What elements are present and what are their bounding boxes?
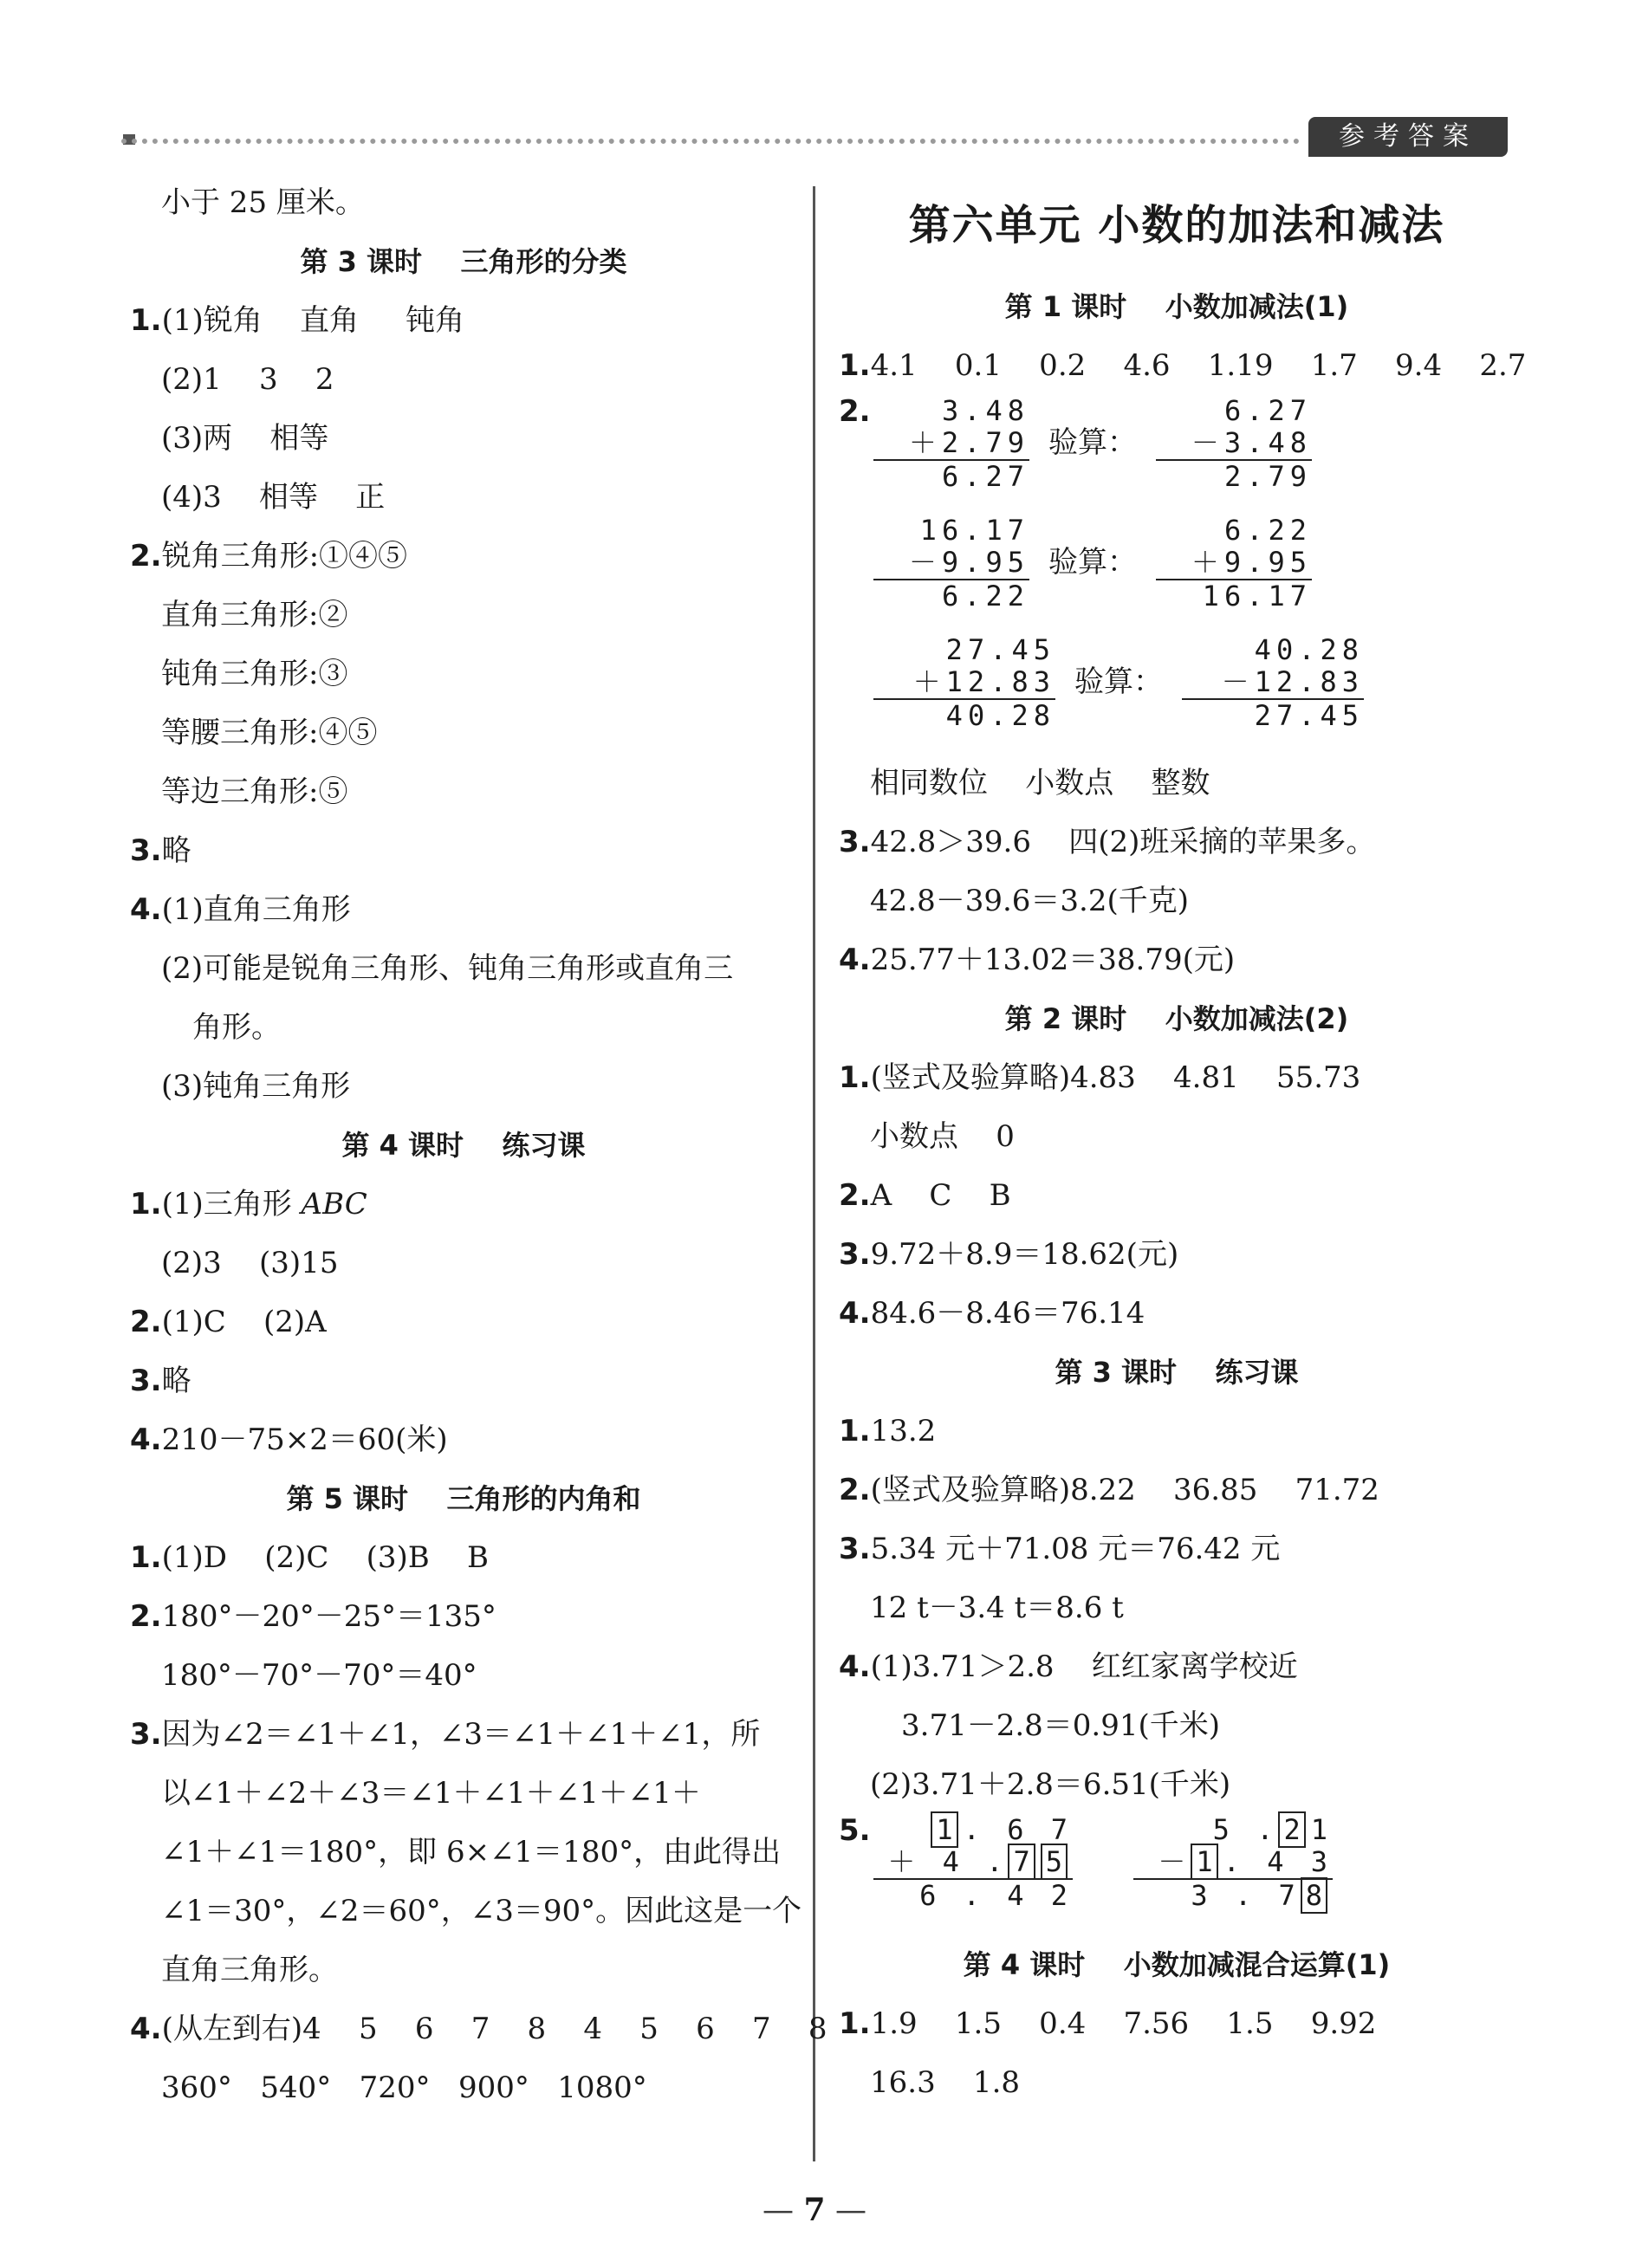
answer-line [839,1637,1515,1696]
vertical-calculation [873,395,1029,493]
calc-result [1133,1880,1333,1912]
lesson-heading: 第 1 课时 小数加减法(1) [1004,290,1349,323]
answer-line [130,1705,797,1764]
calc-top: 6.22 [1223,514,1312,547]
answer-line: (2)1 3 2 [161,362,334,397]
calc-top [873,1814,1073,1846]
question-number: 1. [130,303,162,338]
calc-top: 16.17 [919,514,1029,547]
question-number: 4. [839,1296,871,1331]
calc-operand: －3.48 [1156,427,1312,461]
fill-in-digits-row [839,1814,1515,1935]
answer-line [130,291,797,350]
answer-line: 小数点 0 [870,1119,1015,1154]
answer-text: 42.8＞39.6 四(2)班采摘的苹果多。 [870,825,1376,859]
answer-line [839,1284,1515,1343]
answer-text: (竖式及验算略)8.22 36.85 71.72 [870,1473,1379,1507]
check-label: 验算： [1048,545,1137,580]
lesson-heading: 第 2 课时 小数加减法(2) [1004,1002,1349,1035]
answer-line: 直角三角形。 [161,1953,338,1987]
answer-line [130,1587,797,1646]
calc-text: － [1158,1845,1191,1878]
question-number: 4. [130,2012,162,2046]
vertical-calculation [873,515,1029,612]
answer-line: 以∠1＋∠2＋∠3＝∠1＋∠1＋∠1＋∠1＋ [161,1776,701,1811]
calc-result: 6 . 4 2 [919,1879,1073,1912]
calc-text: . 6 7 [963,1813,1073,1846]
question-number: 1. [130,1540,162,1575]
check-calculation [1156,395,1312,493]
calc-operand: －12.83 [1182,666,1364,700]
calc-operand: －9.95 [873,547,1029,580]
question-number: 1. [839,348,871,383]
calc-operand: ＋2.79 [873,427,1029,461]
calc-text: 5 . [1212,1813,1279,1846]
calc-result: 27.45 [1254,699,1364,732]
answer-text: (1)三角形 [161,1187,302,1221]
answer-text: 84.6－8.46＝76.14 [870,1296,1145,1331]
question-number: 3. [130,833,162,868]
answer-line: 相同数位 小数点 整数 [870,766,1210,800]
vertical-calculation [873,634,1055,732]
answer-line: (3)钝角三角形 [161,1069,351,1104]
question-number: 2. [130,1599,162,1634]
question-number: 3. [839,1237,871,1272]
answer-line [839,336,1527,395]
calc-text: . 4 3 [1223,1845,1333,1878]
answer-line: (2)3 (3)15 [161,1246,339,1280]
answer-line: 180°－70°－70°＝40° [161,1658,477,1693]
answer-line: ∠1＝30°，∠2＝60°，∠3＝90°。因此这是一个 [161,1894,802,1928]
question-number: 4. [839,943,871,977]
lesson-heading: 第 5 课时 三角形的内角和 [286,1482,641,1515]
triangle-name: ABC [301,1187,367,1221]
check-label: 验算： [1048,425,1137,460]
question-number: 1. [130,1187,162,1221]
digit-box: 2 [1278,1811,1305,1848]
answer-text: (1)D (2)C (3)B B [161,1540,489,1575]
lesson-heading: 第 3 课时 三角形的分类 [300,245,627,278]
check-label: 验算： [1074,664,1163,699]
answer-line [839,1048,1515,1107]
answer-line [130,1175,797,1234]
answer-text: 13.2 [870,1414,937,1448]
digit-box: 8 [1301,1877,1327,1914]
dash-left: — [763,2193,804,2228]
answer-text: (1)直角三角形 [161,892,351,927]
question-number: 5. [839,1813,871,1848]
answer-line [130,1293,797,1351]
answer-line: 等腰三角形:④⑤ [161,716,378,750]
lesson-heading: 第 3 课时 练习课 [1055,1356,1299,1389]
answer-text: 5.34 元＋71.08 元＝76.42 元 [870,1532,1281,1566]
answer-line: 钝角三角形:③ [161,657,348,691]
question-number: 2. [839,394,871,429]
answer-line: 3.71－2.8＝0.91(千米) [901,1708,1221,1743]
vertical-calculation-row [839,634,1515,754]
question-number: 3. [130,1717,162,1752]
answer-line [839,1994,1515,2053]
question-number: 2. [130,539,162,573]
answer-text: (1)锐角 直角 钝角 [161,303,465,338]
question-number: 1. [839,2006,871,2041]
calc-operand [873,1846,1073,1880]
digit-box: 5 [1041,1844,1068,1880]
left-column [130,173,827,2117]
digit-box: 7 [1008,1844,1035,1880]
answer-text: 180°－20°－25°＝135° [161,1599,496,1634]
reference-answers-badge: 参考答案 [1308,117,1508,157]
calc-top [1133,1814,1333,1846]
calc-top: 27.45 [945,633,1055,666]
answer-line: 小于 25 厘米。 [161,185,365,220]
calc-operand: ＋12.83 [873,666,1055,700]
vertical-calculation-row [839,395,1515,515]
answer-line [130,1351,797,1410]
question-number: 2. [130,1305,162,1339]
answer-line [839,1402,1515,1461]
question-number: 4. [839,1649,871,1684]
question-number: 3. [839,1532,871,1566]
answer-line: 360° 540° 720° 900° 1080° [161,2070,647,2105]
answer-line [130,1999,827,2058]
right-column [839,173,1527,2112]
question-number: 1. [839,1060,871,1095]
dash-right: — [825,2193,866,2228]
answer-text: 25.77＋13.02＝38.79(元) [870,943,1236,977]
calc-text: ＋ 4 . [887,1845,1009,1878]
calc-result: 40.28 [945,699,1055,732]
answer-text: 略 [161,1364,191,1398]
digit-box: 1 [931,1811,957,1848]
question-number: 4. [130,892,162,927]
answer-line: (2)可能是锐角三角形、钝角三角形或直角三 [161,951,734,986]
calc-top: 6.27 [1223,394,1312,427]
answer-line [130,1410,797,1469]
calc-result: 2.79 [1223,460,1312,493]
answer-line [130,821,797,880]
answer-text: (1)C (2)A [161,1305,327,1339]
answer-line: 16.3 1.8 [870,2065,1021,2100]
answer-line: (3)两 相等 [161,421,329,456]
answer-line [839,1166,1515,1225]
question-number: 2. [839,1178,871,1213]
calc-operand [1133,1846,1333,1880]
answer-text: 4.1 0.1 0.2 4.6 1.19 1.7 9.4 2.7 [870,348,1527,383]
header-rule [121,139,1300,144]
answer-line: 12 t－3.4 t＝8.6 t [870,1591,1124,1625]
check-calculation [1156,515,1312,612]
lesson-heading: 第 4 课时 练习课 [341,1129,586,1162]
answer-text: 略 [161,833,191,868]
calc-result: 6.27 [941,460,1029,493]
answer-text: (从左到右)4 5 6 7 8 4 5 6 7 8 [161,2012,827,2046]
answer-line: (4)3 相等 正 [161,480,386,515]
digit-subtraction [1133,1814,1333,1912]
answer-text: 9.72＋8.9＝18.62(元) [870,1237,1179,1272]
calc-text: 3 . 7 [1191,1879,1301,1912]
answer-text: (竖式及验算略)4.83 4.81 55.73 [870,1060,1361,1095]
answer-line [130,1528,797,1587]
answer-line [839,1225,1515,1284]
question-number: 3. [839,825,871,859]
answer-line [130,527,797,586]
question-number: 1. [839,1414,871,1448]
check-calculation [1182,634,1364,732]
answer-line [839,1520,1515,1578]
answer-line [839,813,1515,872]
answer-text: 锐角三角形:①④⑤ [161,539,408,573]
answer-line [839,1461,1515,1520]
answer-line: 等边三角形:⑤ [161,774,348,809]
page-number: 7 [803,2192,826,2228]
calc-operand: ＋9.95 [1156,547,1312,580]
answer-line: 42.8－39.6＝3.2(千克) [870,884,1190,918]
answer-line: ∠1＋∠1＝180°，即 6×∠1＝180°，由此得出 [161,1835,782,1869]
answer-line [130,880,797,939]
answer-text: 210－75×2＝60(米) [161,1422,448,1457]
digit-addition [873,1814,1073,1912]
digit-box: 1 [1191,1844,1217,1880]
answer-line: 角形。 [192,1010,281,1045]
calc-result: 6.22 [941,580,1029,612]
vertical-calculation-row [839,515,1515,634]
answer-text: (1)3.71＞2.8 红红家离学校近 [870,1649,1298,1684]
page-footer [0,2192,1629,2228]
calc-result: 16.17 [1202,580,1312,612]
answer-line: (2)3.71＋2.8＝6.51(千米) [870,1767,1231,1802]
calc-text: 1 [1310,1813,1333,1846]
calc-top: 40.28 [1254,633,1364,666]
question-number: 3. [130,1364,162,1398]
answer-text: 1.9 1.5 0.4 7.56 1.5 9.92 [870,2006,1377,2041]
lesson-heading: 第 4 课时 小数加减混合运算(1) [963,1948,1391,1981]
question-number: 2. [839,1473,871,1507]
answer-line [839,930,1515,989]
column-divider [813,186,815,2161]
answer-line: 直角三角形:② [161,598,348,632]
answer-text: A C B [870,1178,1011,1213]
answer-text: 因为∠2＝∠1＋∠1，∠3＝∠1＋∠1＋∠1，所 [161,1717,761,1752]
question-number: 4. [130,1422,162,1457]
unit-title: 第六单元 小数的加法和减法 [908,201,1445,249]
calc-top: 3.48 [941,394,1029,427]
